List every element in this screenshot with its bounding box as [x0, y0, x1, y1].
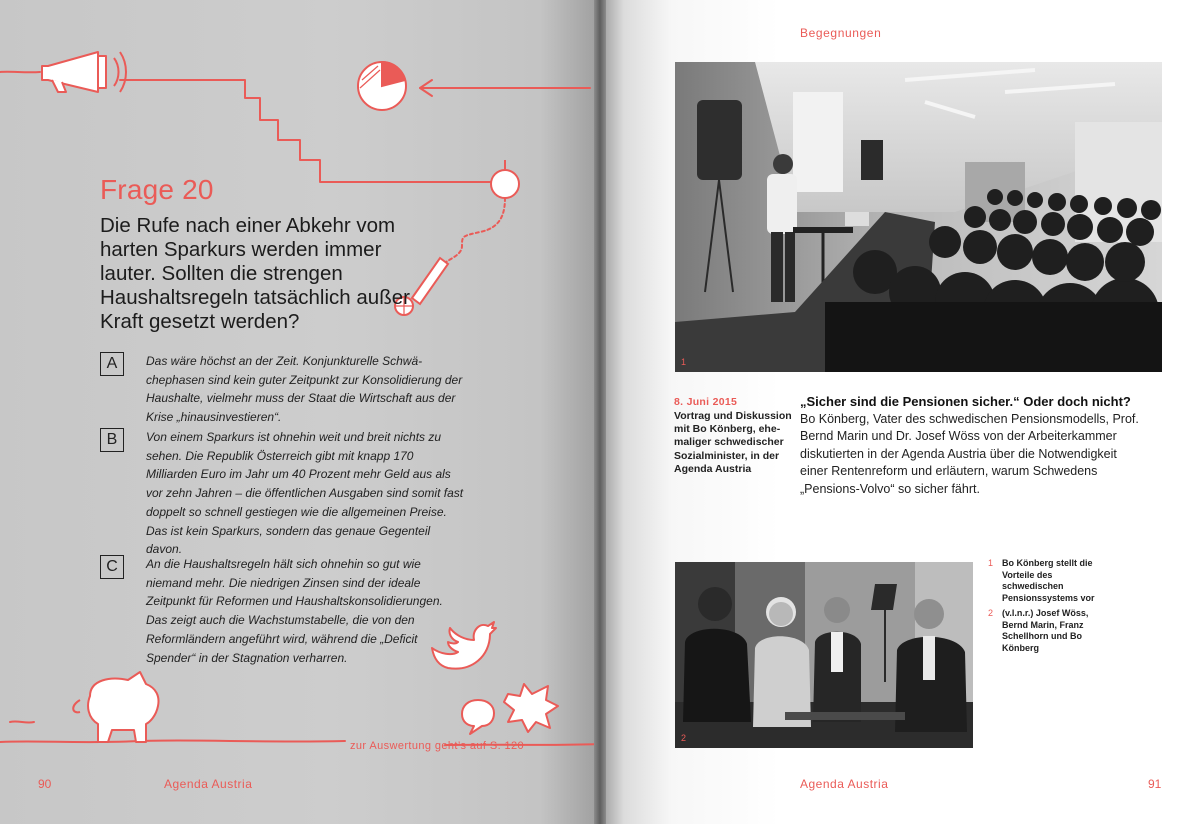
answer-text: An die Haushaltsregeln hält sich ohnehin so gut wie niemand mehr. Die niedrigen Zinsen sind der ideale Zeitpunkt für Reformen und Haushaltskonsolidierungen. Das zeigt auch die Wachstumstabelle, die von den Reformländern angeführt wird, während die „Deficit Spender“ in der Stagnation verharren. [146, 557, 443, 665]
page-number-left: 90 [38, 777, 52, 791]
book-spine [594, 0, 606, 824]
presenter [767, 154, 797, 302]
fuse-line [446, 198, 505, 262]
lecture-photo-image [675, 62, 1162, 372]
explosion-icon [504, 684, 558, 732]
bottom-line [0, 740, 345, 742]
event-title: „Sicher sind die Pensionen sicher.“ Oder doch nicht? [800, 394, 1131, 409]
piggy-bank-icon [73, 672, 158, 742]
stairs-line [120, 80, 490, 182]
group-photo [675, 562, 973, 748]
speaker-box-right [861, 140, 883, 180]
speech-bubble-icon [462, 700, 494, 734]
photo-number: 1 [681, 357, 687, 367]
speaker-box-left [697, 100, 742, 180]
answer-letter[interactable]: A [100, 352, 124, 376]
answer-text: Das wäre höchst an der Zeit. Konjunkturelle Schwächephasen sind kein guter Zeitpunkt zur Konsolidierung der Haushalte, vielmehr muss der Staat die Wirtschaft aus der Krise „hinausinvestieren“. [146, 354, 463, 425]
caption-number: 2 [988, 608, 994, 618]
megaphone-icon [42, 52, 126, 92]
right-page [600, 0, 1200, 824]
photo-number: 2 [681, 733, 687, 743]
lecture-photo [675, 62, 1162, 372]
caption-2 [988, 608, 1098, 654]
group-photo-image [675, 562, 973, 748]
evaluation-link[interactable]: zur Auswertung geht’s auf S. 120 [350, 740, 525, 752]
event-body: Bo Könberg, Vater des schwedischen Pensionsmodells, Prof. Bernd Marin und Dr. Josef Wöss von der Arbeiterkammer diskutierten in der Agenda Austria über die Notwendigkeit einer Rentenreform und erläutern, warum Schwedens „Pensions-Volvo“ so sicher fährt. [800, 412, 1139, 496]
event-description: Vortrag und Diskussion mit Bo Könberg, ehemaliger schwedischer Sozialminister, in der Agenda Austria [674, 410, 792, 475]
question-text: Die Rufe nach einer Abkehr vom harten Sparkurs werden immer lauter. Sollten die strengen Haushaltsregeln tatsächlich außer Kraft gesetzt werden? [100, 214, 410, 333]
caption-1 [988, 558, 1098, 604]
event-date: 8. Juni 2015 [674, 396, 738, 408]
question-number: Frage 20 [100, 174, 214, 205]
caption-text: (v.l.n.r.) Josef Wöss, Bernd Marin, Franz Schellhorn und Bo Könberg [1002, 608, 1089, 653]
wave-line [10, 721, 34, 722]
section-label: Begegnungen [800, 26, 882, 40]
brand-footer-left: Agenda Austria [164, 777, 253, 791]
bomb-icon [491, 160, 519, 198]
caption-number: 1 [988, 558, 994, 568]
answer-letter[interactable]: C [100, 555, 124, 579]
brand-footer-right: Agenda Austria [800, 777, 889, 791]
answer-letter[interactable]: B [100, 428, 124, 452]
caption-text: Bo Könberg stellt die Vorteile des schwedischen Pensionssystems vor [1002, 558, 1095, 603]
answer-text: Von einem Sparkurs ist ohnehin weit und breit nichts zu sehen. Die Republik Österreich gibt mit knapp 170 Milliarden Euro im Jahr um 40 Prozent mehr Geld aus als vor zehn Jahren – die öffentlichen Ausgaben sind somit fast doppelt so schnell gestiegen wie die allgemeinen Preise. Das ist kein Sparkurs, sondern das genaue Gegenteil davon. [146, 430, 464, 557]
doodle-line [0, 72, 40, 73]
photo-captions [988, 558, 1098, 658]
pie-chart-icon [358, 62, 406, 110]
page-number-right: 91 [1148, 777, 1162, 791]
